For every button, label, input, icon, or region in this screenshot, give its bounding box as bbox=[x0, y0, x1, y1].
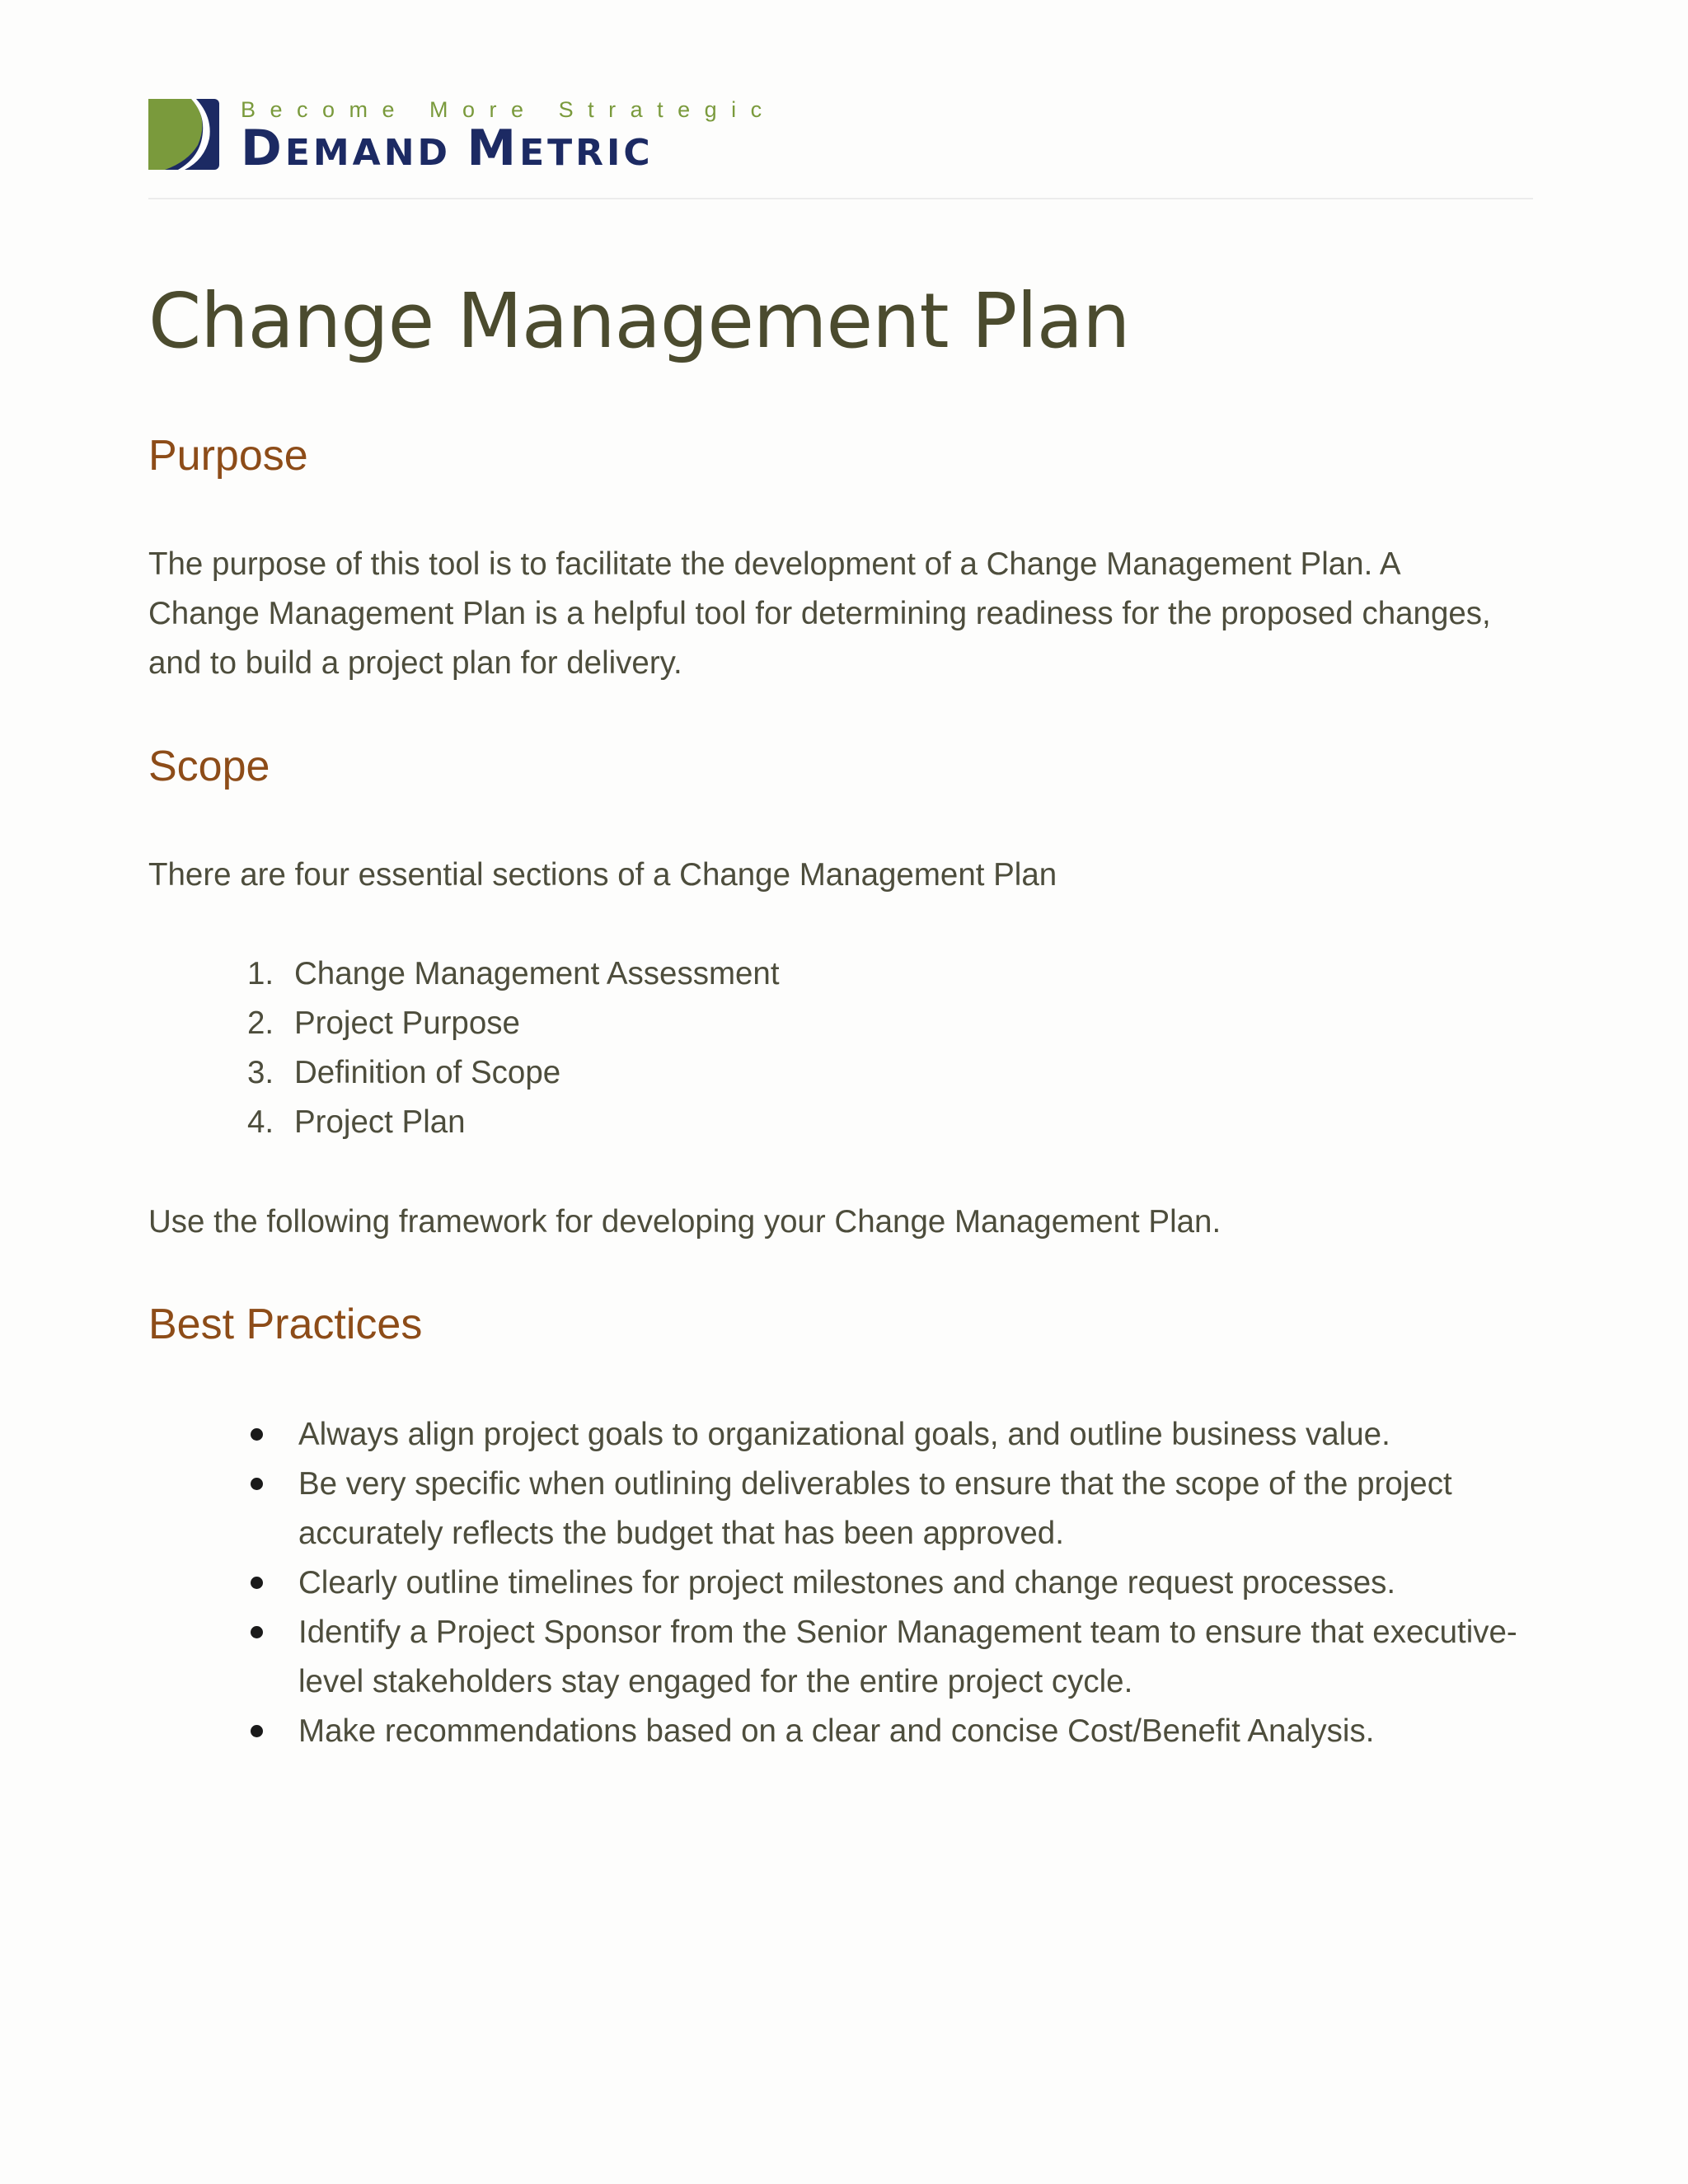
list-item: 2. Project Purpose bbox=[247, 1005, 520, 1041]
scope-outro: Use the following framework for developing your Change Management Plan. bbox=[148, 1204, 1221, 1240]
bullet-icon bbox=[251, 1725, 263, 1737]
list-item: Identify a Project Sponsor from the Senior Management team to ensure that executive-level stakeholders stay engaged for the entire project cycle. bbox=[148, 1608, 1533, 1707]
list-item: 3. Definition of Scope bbox=[247, 1055, 561, 1090]
list-item: 1. Change Management Assessment bbox=[247, 956, 780, 991]
list-item: Always align project goals to organizational goals, and outline business value. bbox=[148, 1410, 1533, 1460]
best-practices-heading: Best Practices bbox=[148, 1301, 423, 1348]
best-practices-list bbox=[148, 1410, 1533, 1756]
list-item: 4. Project Plan bbox=[247, 1104, 466, 1140]
scope-heading: Scope bbox=[148, 743, 270, 790]
purpose-heading: Purpose bbox=[148, 432, 308, 480]
bullet-icon bbox=[251, 1478, 263, 1490]
demand-metric-logo-icon bbox=[148, 99, 219, 170]
list-item: Be very specific when outlining deliverables to ensure that the scope of the project accurately reflects the budget that has been approved. bbox=[148, 1460, 1533, 1558]
header-divider bbox=[148, 198, 1533, 199]
demand-metric-logo bbox=[148, 97, 799, 177]
bullet-icon bbox=[251, 1626, 263, 1638]
list-item: Make recommendations based on a clear and concise Cost/Benefit Analysis. bbox=[148, 1707, 1533, 1756]
purpose-text: The purpose of this tool is to facilitate the development of a Change Management Plan. A Change Management Plan is a helpful tool for determining readiness for the proposed changes, and to build a project plan for delivery. bbox=[148, 546, 1491, 681]
brand-name: DEMAND METRIC bbox=[241, 120, 654, 177]
page-title: Change Management Plan bbox=[148, 277, 1130, 365]
list-item: Clearly outline timelines for project milestones and change request processes. bbox=[148, 1558, 1533, 1608]
bullet-icon bbox=[251, 1428, 263, 1441]
scope-sections-list bbox=[148, 949, 1533, 1147]
bullet-icon bbox=[251, 1577, 263, 1589]
scope-intro: There are four essential sections of a Change Management Plan bbox=[148, 857, 1057, 893]
tagline: Become More Strategic bbox=[241, 97, 776, 122]
